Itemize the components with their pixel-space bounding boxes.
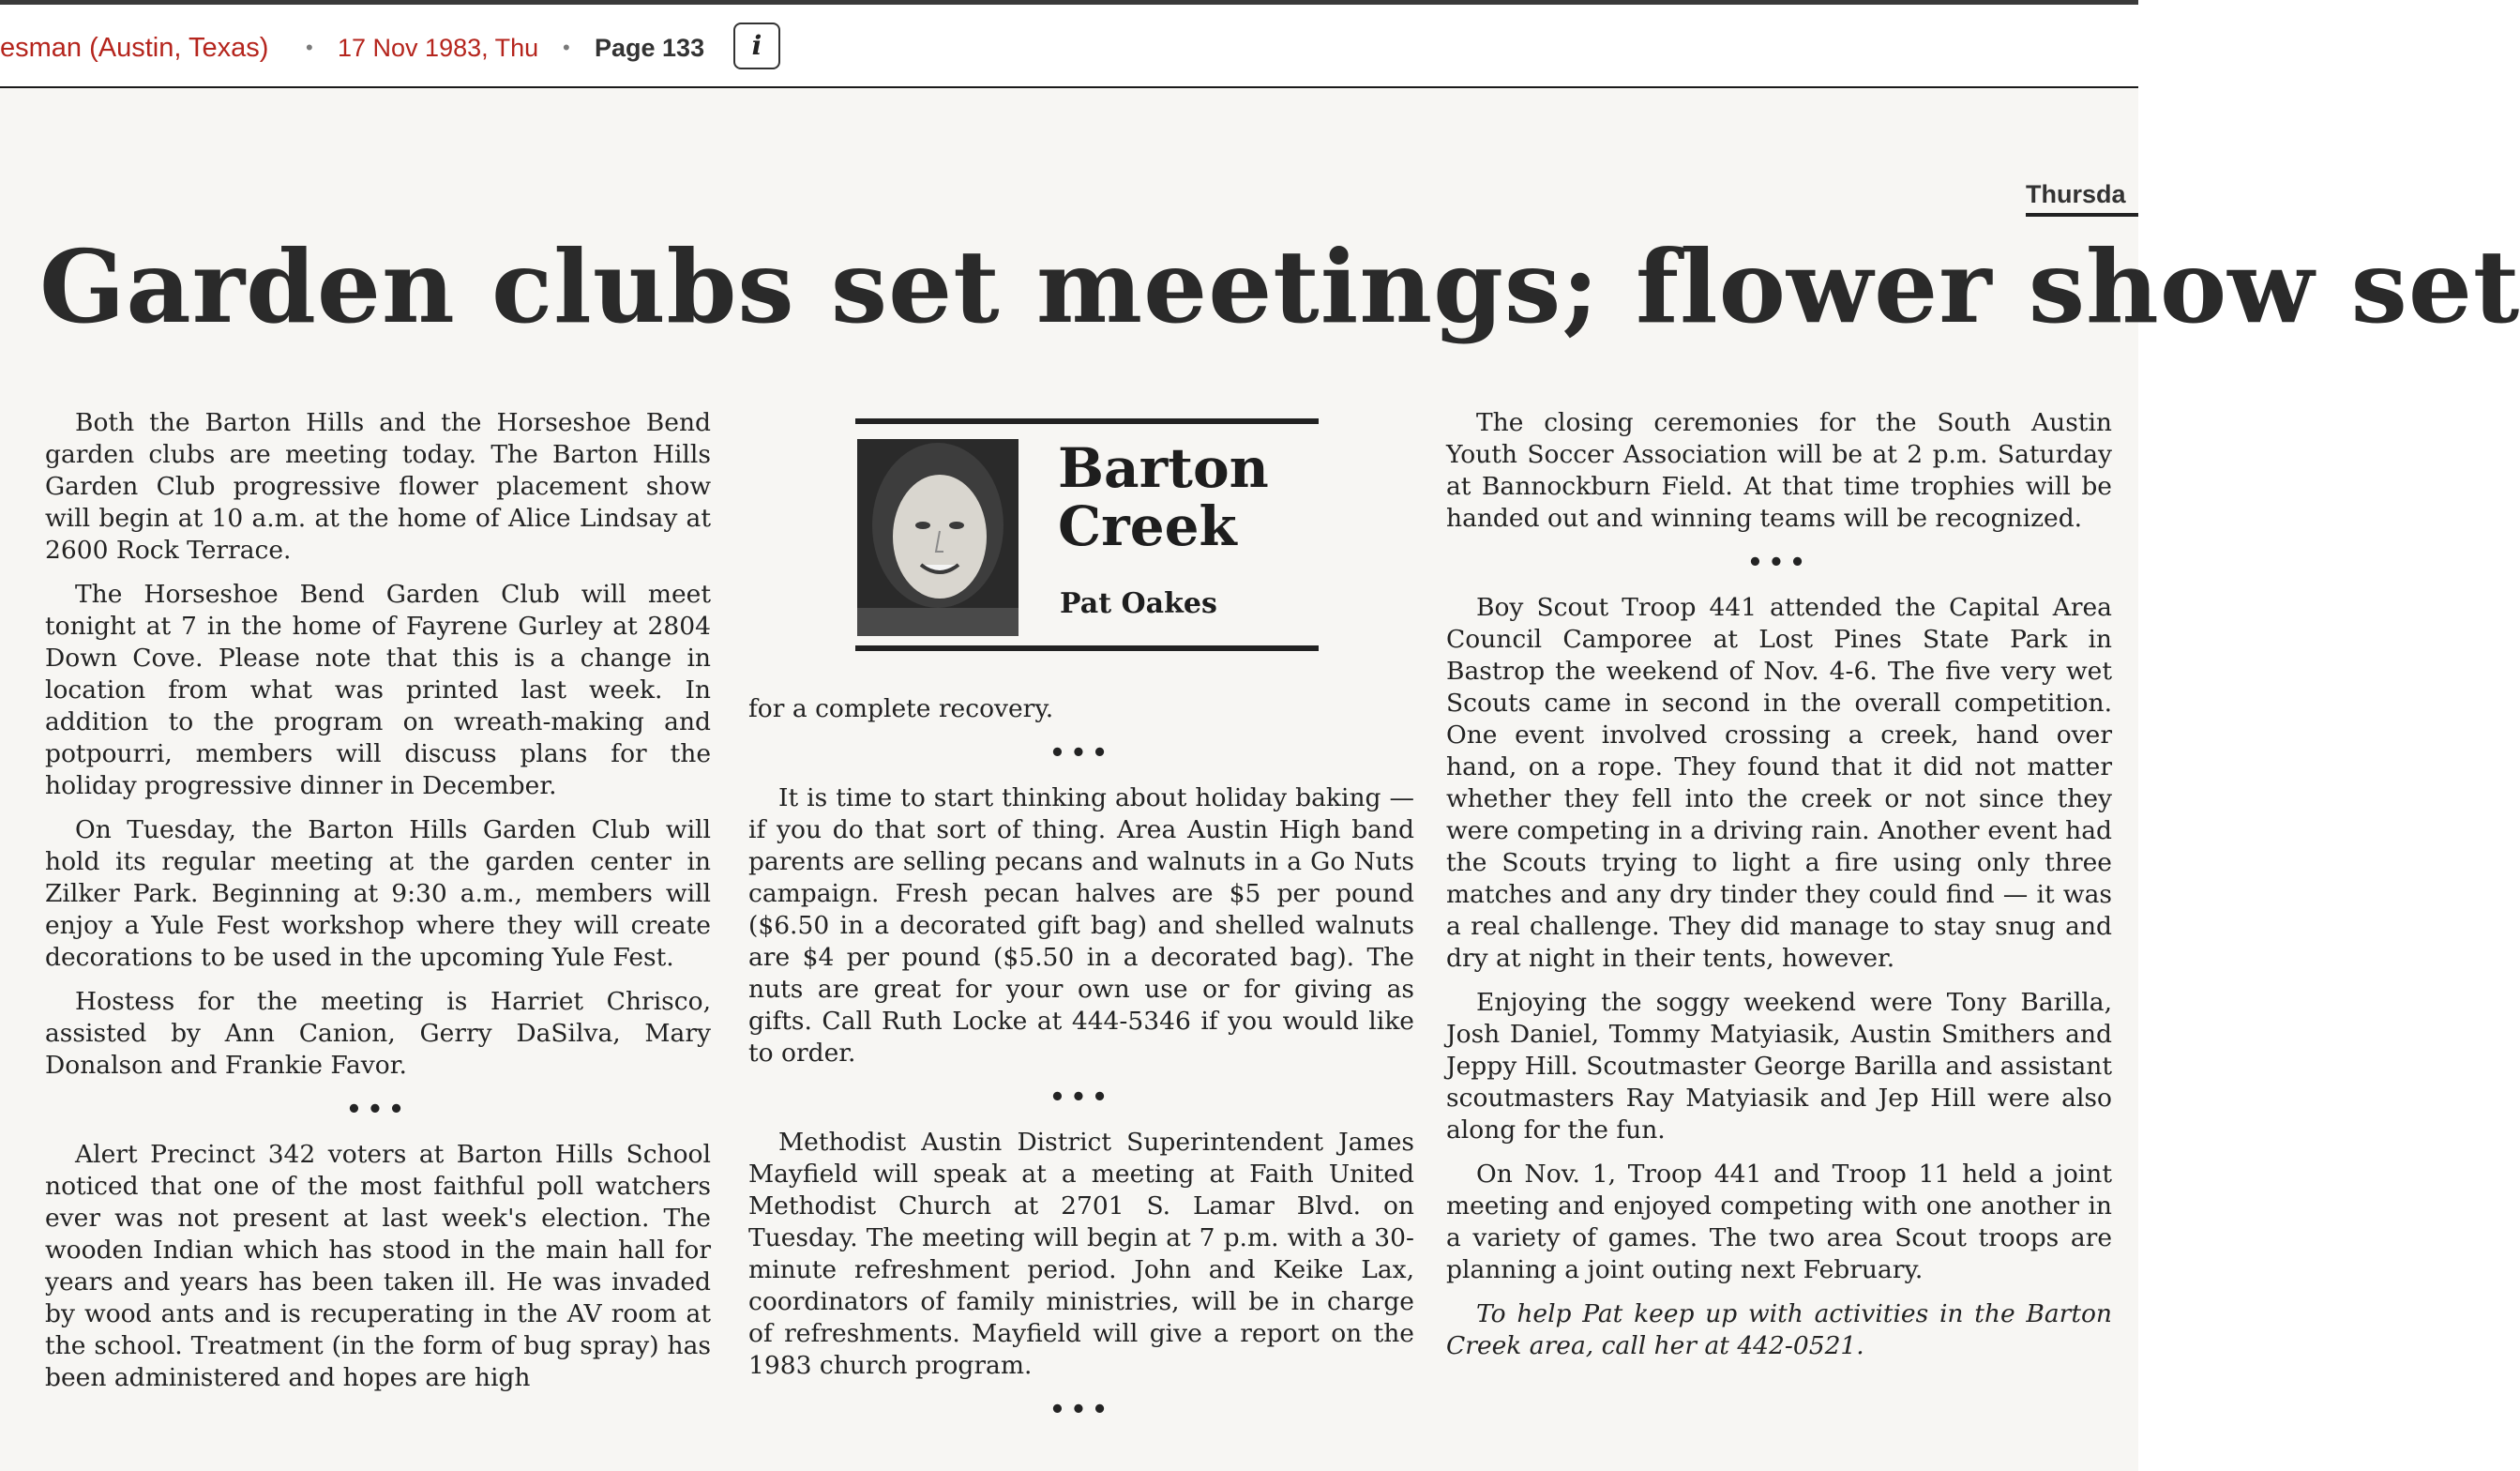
info-icon: i: [751, 30, 762, 61]
page-number: Page 133: [595, 34, 705, 62]
paragraph: Both the Barton Hills and the Horseshoe Bend garden clubs are meeting today. The Barton Hills Garden Club progressive flower placement show will begin at 10 a.m. at the home of Alice Lindsay at 2600 Rock Terrace.: [45, 408, 711, 565]
section-separator: •••: [346, 1096, 410, 1124]
column-name: [1058, 436, 1269, 558]
column-name-line: Creek: [1058, 494, 1237, 558]
paragraph: Methodist Austin District Superintendent James Mayfield will speak at a meeting at Faith United Methodist Church at 2701 S. Lamar Blvd. on Tuesday. The meeting will begin at 7 p.m. with a 30-minute refreshment period. John and Keike Lax, coordinators of family ministries, will be in charge of refreshments. Mayfield will give a report on the 1983 church program.: [748, 1128, 1414, 1380]
column-name-line: Barton: [1058, 436, 1269, 500]
paragraph: The closing ceremonies for the South Austin Youth Soccer Association will be at 2 p.m. Saturday at Bannockburn Field. At that time trophies will be handed out and winning teams will be recognized.: [1446, 408, 2112, 533]
viewer-toolbar: [0, 0, 2138, 88]
columnist-name: Pat Oakes: [1060, 587, 1217, 620]
issue-date-link[interactable]: 17 Nov 1983, Thu: [338, 34, 539, 62]
paragraph: It is time to start thinking about holiday baking — if you do that sort of thing. Area Austin High band parents are selling pecans and walnuts in a Go Nuts campaign. Fresh pecan halves are $5 per pound ($6.50 in a decorated gift bag) and shelled walnuts are $4 per pound ($5.50 in a decorated bag). The nuts are great for your own use or for giving as gifts. Call Ruth Locke at 444-5346 if you would like to order.: [748, 783, 1414, 1068]
paragraph: Alert Precinct 342 voters at Barton Hills School noticed that one of the most faithful poll watchers ever was not present at last week's election. The wooden Indian which has stood in the main hall for years and years has been taken ill. He was invaded by wood ants and is recuperating in the AV room at the school. Treatment (in the form of bug spray) has been administered and hopes are high: [45, 1140, 711, 1392]
article-column-1: [45, 407, 711, 1406]
portrait-image: [857, 439, 1019, 636]
section-separator: •••: [1049, 739, 1113, 767]
page-day-label: Thursda: [2026, 180, 2138, 217]
section-separator: •••: [1747, 549, 1811, 577]
section-separator: •••: [1049, 1084, 1113, 1112]
article-column-3: [1446, 407, 2112, 1374]
paragraph: Hostess for the meeting is Harriet Chrisco, assisted by Ann Canion, Gerry DaSilva, Mary Donalson and Frankie Favor.: [45, 987, 711, 1080]
contact-note: To help Pat keep up with activities in the Barton Creek area, call her at 442-0521.: [1446, 1299, 2112, 1360]
paragraph: On Nov. 1, Troop 441 and Troop 11 held a joint meeting and enjoyed competing with one another in a variety of games. The two area Scout troops are planning a joint outing next February.: [1446, 1160, 2112, 1284]
breadcrumb-separator: •: [306, 36, 313, 59]
columnist-photo: [857, 439, 1019, 636]
info-button[interactable]: [733, 23, 780, 69]
paragraph: Boy Scout Troop 441 attended the Capital Area Council Camporee at Lost Pines State Park in Bastrop the weekend of Nov. 4-6. The five very wet Scouts came in second in the overall competition. One event involved crossing a creek, hand over hand, on a rope. They found that it did not matter whether they fell into the creek or not since they were competing in a driving rain. Another event had the Scouts trying to light a fire using only three matches and any dry tinder they could find — it was a real challenge. They did manage to stay snug and dry at night in their tents, however.: [1446, 593, 2112, 973]
article-headline: Garden clubs set meetings; flower show set: [39, 229, 2520, 346]
publication-link[interactable]: esman (Austin, Texas): [0, 33, 269, 63]
paragraph: The Horseshoe Bend Garden Club will meet tonight at 7 in the home of Fayrene Gurley at 2804 Down Cove. Please note that this is a change in location from what was printed last week. In addition to the program on wreath-making and potpourri, members will discuss plans for the holiday progressive dinner in December.: [45, 580, 711, 800]
newspaper-page[interactable]: [0, 88, 2520, 1471]
paragraph: On Tuesday, the Barton Hills Garden Club will hold its regular meeting at the garden center in Zilker Park. Beginning at 9:30 a.m., members will enjoy a Yule Fest workshop where they will create decorations to be used in the upcoming Yule Fest.: [45, 815, 711, 972]
paragraph: for a complete recovery.: [748, 694, 1054, 723]
section-separator: •••: [1049, 1396, 1113, 1424]
breadcrumb-separator: •: [563, 36, 570, 59]
article-column-2: [748, 693, 1414, 1439]
columnist-box: [855, 418, 1319, 651]
paragraph: Enjoying the soggy weekend were Tony Barilla, Josh Daniel, Tommy Matyiasik, Austin Smithers and Jeppy Hill. Scoutmaster George Barilla and assistant scoutmasters Ray Matyiasik and Jep Hill were also along for the fun.: [1446, 988, 2112, 1145]
